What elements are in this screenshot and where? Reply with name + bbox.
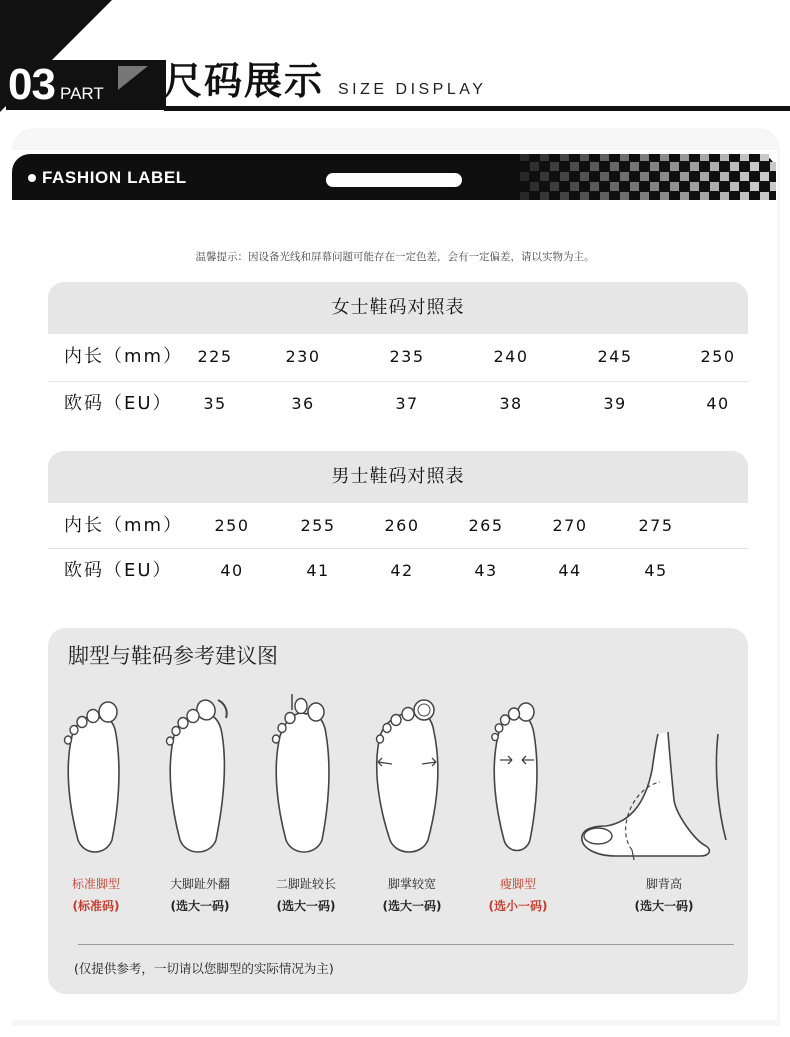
checker-square [750, 162, 759, 171]
checker-square [660, 154, 669, 161]
page-title: 尺码展示 [164, 59, 325, 103]
checker-square [760, 172, 769, 181]
checker-square [700, 192, 709, 200]
part-label: PART [60, 84, 104, 103]
foot-type-name: 脚掌较宽 [387, 877, 436, 891]
checker-square [540, 192, 549, 200]
checker-square [570, 162, 579, 171]
table-cell: 255 [300, 516, 336, 535]
table-cell: 42 [390, 561, 414, 580]
foot-guide-note: (仅提供参考，一切请以您脚型的实际情况为主) [74, 961, 334, 976]
table-cell: 250 [214, 516, 250, 535]
checker-square [620, 192, 629, 200]
checker-square [620, 172, 629, 181]
foot-type-name: 标准脚型 [71, 877, 120, 891]
checker-square [550, 162, 559, 171]
checker-square [540, 154, 549, 161]
checker-square [530, 162, 539, 171]
part-number: 03 [8, 60, 55, 109]
checker-square [580, 172, 589, 181]
checker-square [590, 162, 599, 171]
checker-square [560, 192, 569, 200]
long-second-toe-illustration [251, 690, 361, 860]
checker-square [520, 154, 529, 161]
checker-square [660, 192, 669, 200]
checker-square [680, 154, 689, 161]
foot-guide-divider [78, 944, 734, 945]
table-cell: 225 [197, 347, 233, 366]
checker-square [710, 182, 719, 191]
checker-square [700, 154, 709, 161]
checker-square [760, 192, 769, 200]
checker-square [690, 182, 699, 191]
table-cell: 38 [499, 394, 523, 413]
checker-square [600, 154, 609, 161]
high-instep-illustration [576, 690, 736, 860]
checker-square [650, 162, 659, 171]
checker-square [740, 192, 749, 200]
checker-pattern [520, 154, 776, 200]
checker-square [700, 172, 709, 181]
checker-square [550, 182, 559, 191]
checker-square [630, 182, 639, 191]
table-cell: 40 [220, 561, 244, 580]
table-cell: 250 [700, 347, 736, 366]
table-cell: 39 [603, 394, 627, 413]
checker-square [600, 172, 609, 181]
checker-square [530, 182, 539, 191]
checker-square [690, 162, 699, 171]
standard-foot-illustration [41, 690, 151, 860]
table-cell: 260 [384, 516, 420, 535]
foot-type-advice: (选大一码) [170, 899, 230, 913]
checker-square [680, 172, 689, 181]
foot-type-advice: (选大一码) [634, 899, 694, 913]
checker-square [640, 192, 649, 200]
checker-square [710, 162, 719, 171]
table-cell: 270 [552, 516, 588, 535]
checker-square [560, 154, 569, 161]
table-cell: 265 [468, 516, 504, 535]
checker-square [600, 192, 609, 200]
checker-square [520, 192, 529, 200]
foot-guide-title: 脚型与鞋码参考建议图 [68, 644, 278, 668]
checker-square [740, 172, 749, 181]
checker-square [730, 162, 739, 171]
checker-square [770, 162, 776, 171]
table-cell: 41 [306, 561, 330, 580]
foot-type-advice: (标准码) [72, 899, 120, 913]
checker-square [590, 182, 599, 191]
checker-square [640, 172, 649, 181]
checker-square [670, 162, 679, 171]
table-cell: 37 [395, 394, 419, 413]
table-cell: 235 [389, 347, 425, 366]
checker-square [760, 154, 769, 161]
checker-square [640, 154, 649, 161]
header-slash-decoration [118, 66, 148, 90]
checker-square [610, 182, 619, 191]
table-cell: 35 [203, 394, 227, 413]
row-label: 内长（mm） [64, 515, 184, 536]
checker-square [770, 182, 776, 191]
table-cell: 36 [291, 394, 315, 413]
foot-type-advice: (选小一码) [488, 899, 548, 913]
table-cell: 44 [558, 561, 582, 580]
table-cell: 43 [474, 561, 498, 580]
foot-type-advice: (选大一码) [276, 899, 336, 913]
checker-square [520, 172, 529, 181]
checker-square [720, 172, 729, 181]
foot-type-advice: (选大一码) [382, 899, 442, 913]
header-underline [164, 106, 790, 111]
table-cell: 40 [706, 394, 730, 413]
table-cell: 230 [285, 347, 321, 366]
checker-square [560, 172, 569, 181]
women-row-eu [48, 381, 748, 427]
checker-square [610, 162, 619, 171]
tip-text: 温馨提示：因设备光线和屏幕问题可能存在一定色差，会有一定偏差，请以实物为主。 [195, 251, 595, 263]
checker-square [630, 162, 639, 171]
fashion-label-text: FASHION LABEL [42, 168, 187, 187]
foot-type-name: 脚背高 [645, 877, 682, 891]
row-label: 内长（mm） [64, 346, 184, 367]
men-table-title: 男士鞋码对照表 [48, 451, 748, 503]
checker-square [540, 172, 549, 181]
page-subtitle: SIZE DISPLAY [338, 81, 487, 98]
wide-foot-illustration [355, 690, 465, 860]
checker-square [570, 182, 579, 191]
women-row-length [48, 334, 748, 380]
checker-square [750, 182, 759, 191]
checker-square [670, 182, 679, 191]
table-cell: 240 [493, 347, 529, 366]
checker-square [620, 154, 629, 161]
checker-square [720, 192, 729, 200]
men-row-length [48, 503, 748, 549]
women-table-title: 女士鞋码对照表 [48, 282, 748, 334]
row-label: 欧码（EU） [64, 560, 173, 581]
foot-type-name: 大脚趾外翻 [169, 877, 230, 891]
checker-square [730, 182, 739, 191]
bunion-foot-illustration [145, 690, 255, 860]
checker-square [720, 154, 729, 161]
label-hang-slot [326, 173, 462, 187]
foot-type-name: 二脚趾较长 [275, 877, 336, 891]
checker-square [740, 154, 749, 161]
foot-type-name: 瘦脚型 [499, 877, 536, 891]
table-cell: 275 [638, 516, 674, 535]
checker-square [580, 192, 589, 200]
row-label: 欧码（EU） [64, 393, 173, 414]
checker-square [650, 182, 659, 191]
men-row-eu [48, 548, 748, 594]
table-cell: 245 [597, 347, 633, 366]
slim-foot-illustration [463, 690, 573, 860]
table-cell: 45 [644, 561, 668, 580]
checker-square [580, 154, 589, 161]
checker-square [660, 172, 669, 181]
checker-square [680, 192, 689, 200]
